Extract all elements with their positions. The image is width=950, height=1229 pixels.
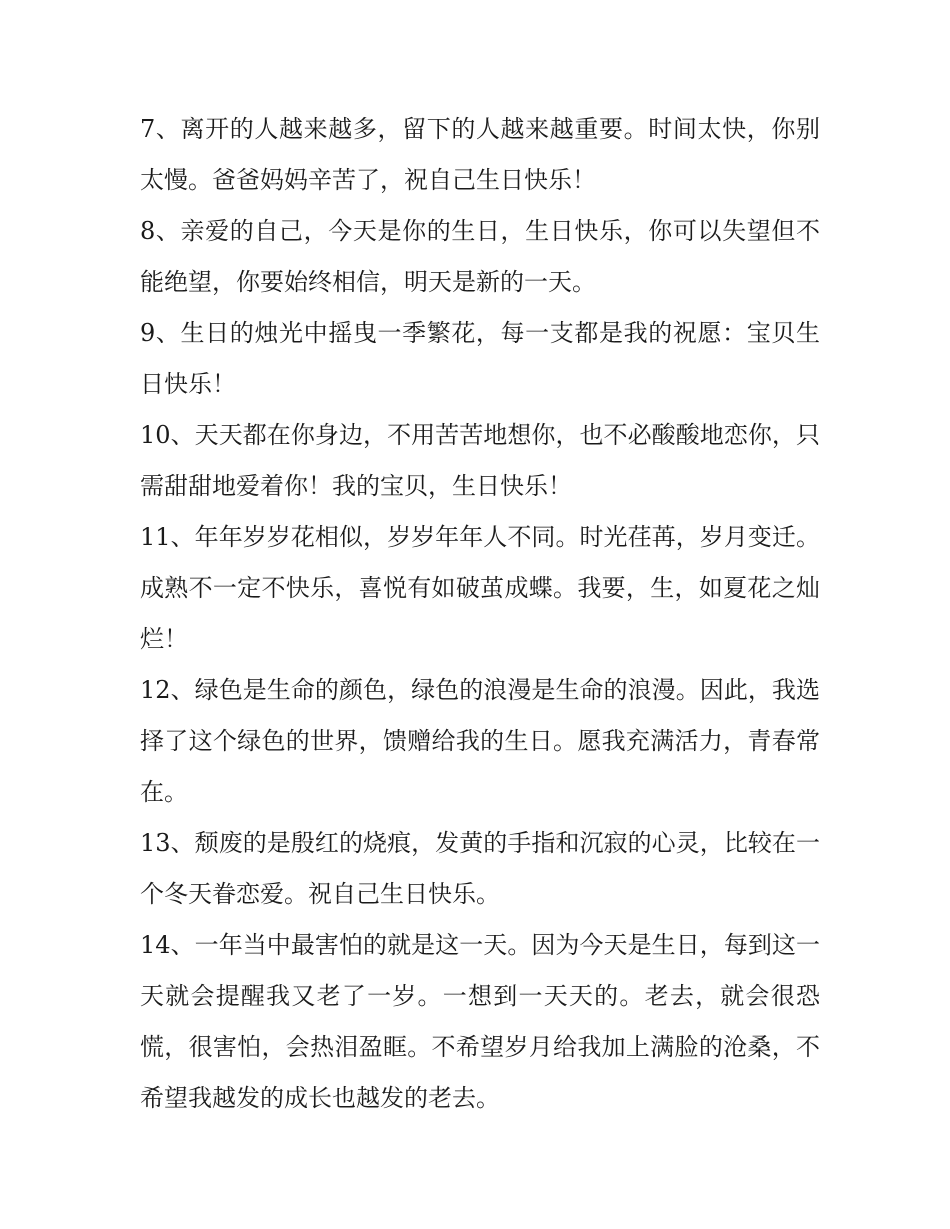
paragraph-7: 7、离开的人越来越多，留下的人越来越重要。时间太快，你别太慢。爸爸妈妈辛苦了，祝自己生日快乐！ — [140, 115, 820, 194]
document-body — [140, 104, 820, 1124]
paragraph-12: 12、绿色是生命的颜色，绿色的浪漫是生命的浪漫。因此，我选择了这个绿色的世界，馈赠给我的生日。愿我充满活力，青春常在。 — [140, 676, 820, 806]
paragraph-8: 8、亲爱的自己，今天是你的生日，生日快乐，你可以失望但不能绝望，你要始终相信，明天是新的一天。 — [140, 217, 820, 296]
paragraph-9: 9、生日的烛光中摇曳一季繁花，每一支都是我的祝愿：宝贝生日快乐！ — [140, 319, 820, 398]
paragraph-14: 14、一年当中最害怕的就是这一天。因为今天是生日，每到这一天就会提醒我又老了一岁。一想到一天天的。老去，就会很恐慌，很害怕，会热泪盈眶。不希望岁月给我加上满脸的沧桑，不希望我越发的成长也越发的老去。 — [140, 931, 820, 1112]
paragraph-11: 11、年年岁岁花相似，岁岁年年人不同。时光荏苒，岁月变迁。成熟不一定不快乐，喜悦有如破茧成蝶。我要，生，如夏花之灿烂！ — [140, 523, 820, 653]
paragraph-10: 10、天天都在你身边，不用苦苦地想你，也不必酸酸地恋你，只需甜甜地爱着你！我的宝贝，生日快乐！ — [140, 421, 820, 500]
paragraph-13: 13、颓废的是殷红的烧痕，发黄的手指和沉寂的心灵，比较在一个冬天眷恋爱。祝自己生日快乐。 — [140, 829, 820, 908]
